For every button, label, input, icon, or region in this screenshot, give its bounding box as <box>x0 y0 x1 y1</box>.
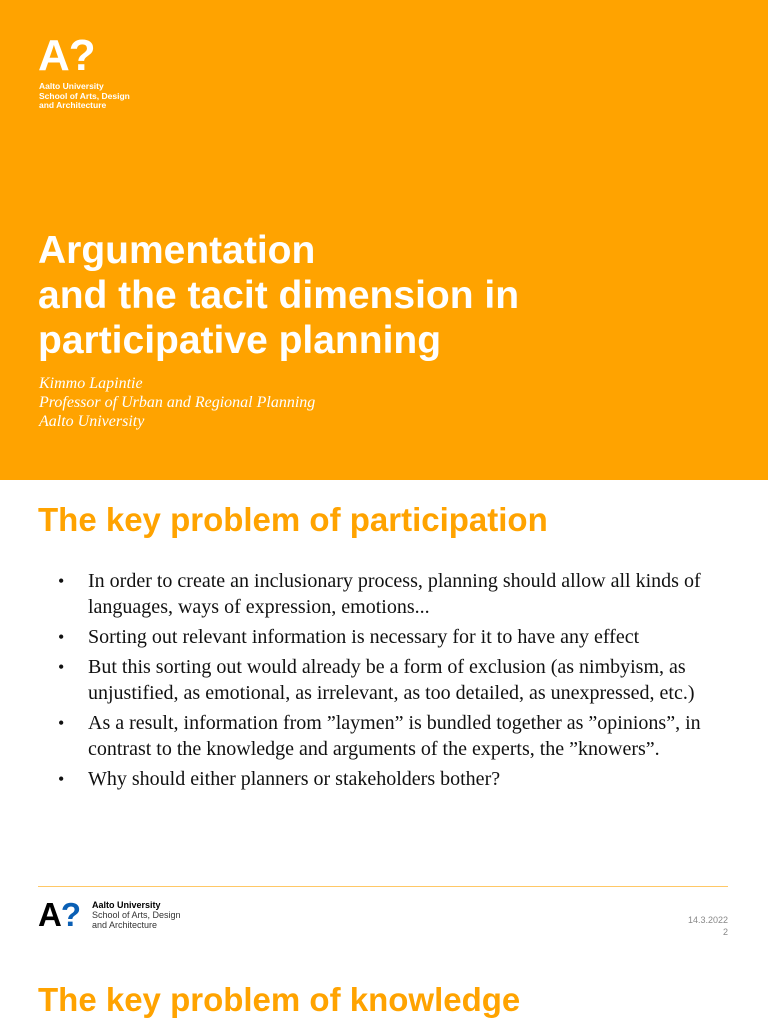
list-item <box>58 568 748 620</box>
footer-logo-text <box>92 900 181 930</box>
author-role: Professor of Urban and Regional Planning <box>39 394 316 411</box>
list-item <box>58 624 748 650</box>
bullet-text: As a result, information from ”laymen” is bundled together as ”opinions”, in contrast to the knowledge and arguments of the experts, the ”knowers”. <box>88 712 701 760</box>
author-affiliation: Aalto University <box>39 413 145 430</box>
aalto-logo-mark: A? <box>38 31 95 80</box>
list-item <box>58 654 748 706</box>
bullet-text: In order to create an inclusionary process, planning should allow all kinds of languages, ways of expression, emotions... <box>88 570 701 618</box>
list-item <box>58 766 748 792</box>
bullet-text: Why should either planners or stakeholders bother? <box>88 768 501 790</box>
footer-line: School of Arts, Design <box>92 910 181 920</box>
bullet-icon: • <box>58 571 65 591</box>
slide-title <box>38 228 738 363</box>
footer-divider <box>38 886 728 887</box>
bullet-icon: • <box>58 713 65 733</box>
logo-line: and Architecture <box>39 100 107 110</box>
title-line: and the tacit dimension in <box>38 274 520 317</box>
page-number: 2 <box>722 927 728 937</box>
author-block <box>39 374 315 431</box>
slide-heading: The key problem of knowledge <box>38 981 521 1018</box>
title-line: participative planning <box>38 319 442 362</box>
logo-line: Aalto University <box>39 81 104 91</box>
logo-question: ? <box>60 896 81 933</box>
bullet-list <box>58 568 748 796</box>
bullet-icon: • <box>58 769 65 789</box>
title-line: Argumentation <box>38 229 316 272</box>
footer-meta <box>688 914 728 938</box>
bullet-text: Sorting out relevant information is necessary for it to have any effect <box>88 626 640 648</box>
footer-line: and Architecture <box>92 920 158 930</box>
logo-letter: A <box>38 896 61 933</box>
list-item <box>58 710 748 762</box>
footer-logo-mark <box>38 898 80 932</box>
slide-heading: The key problem of participation <box>38 501 548 538</box>
bullet-icon: • <box>58 627 65 647</box>
title-slide <box>0 0 768 480</box>
author-name: Kimmo Lapintie <box>39 375 143 392</box>
logo-line: School of Arts, Design <box>39 90 130 101</box>
bullet-text: But this sorting out would already be a form of exclusion (as nimbyism, as unjustified, as emotional, as irrelevant, as too detailed, as unexpressed, etc.) <box>88 656 695 704</box>
aalto-logo-text <box>39 82 130 111</box>
bullet-icon: • <box>58 657 65 677</box>
footer-line: Aalto University <box>92 900 161 910</box>
slide-date: 14.3.2022 <box>687 915 728 925</box>
